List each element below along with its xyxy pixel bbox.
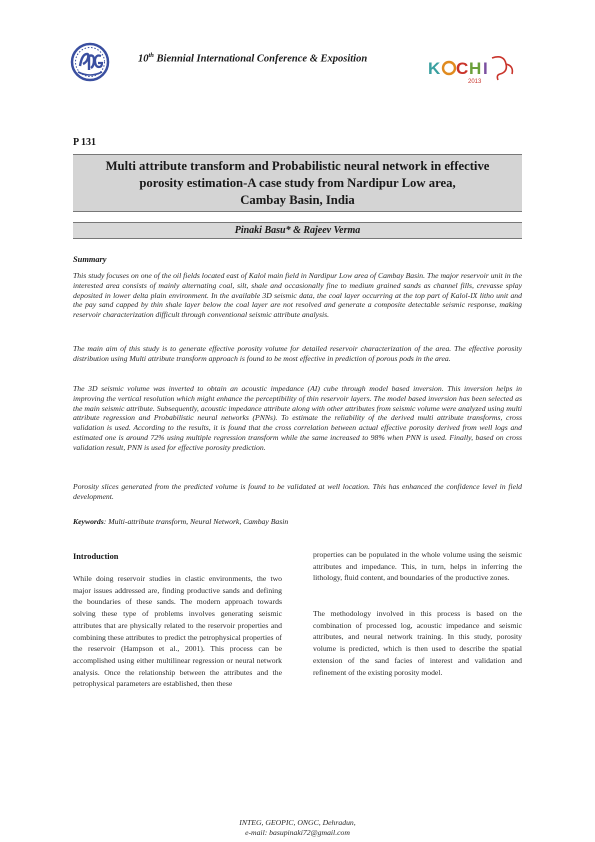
summary-heading: Summary — [73, 255, 107, 264]
keywords — [73, 517, 522, 526]
footer-email: e-mail: basupinaki72@gmail.com — [245, 828, 350, 837]
summary-paragraph-1: This study focuses on one of the oil fields located east of Kalol main field in Nardipur Low area of Cambay Basin. The major reservoir unit in the interested area consists of mainly alternating coal, silt, shale and occasionally fine to medium grained sands as channel fills, crevasse splay deposited in lower delta plain environment. In the available 3D seismic data, the coal layer occurring at the top part of Kalol-IX litho unit and the pay sand capped by thin shale layer below the coal layer are not resolved and generate a composite detectable seismic response, making reservoir characterization difficult through conventional seismic attribute analysis. — [73, 271, 522, 320]
title-line-2: porosity estimation-A case study from Nardipur Low area, — [139, 176, 456, 190]
keywords-list: : Multi-attribute transform, Neural Network, Cambay Basin — [103, 517, 289, 526]
introduction-heading: Introduction — [73, 552, 119, 561]
kochi-2013-logo-icon — [426, 52, 521, 86]
summary-paragraph-4: Porosity slices generated from the predicted volume is found to be validated at well location. This has enhanced the confidence level in field development. — [73, 482, 522, 501]
title-line-1: Multi attribute transform and Probabilistic neural network in effective — [105, 159, 490, 173]
paper-title — [73, 154, 522, 212]
kochi-logo-i: I — [483, 59, 488, 78]
intro-left-column: While doing reservoir studies in clastic environments, the two major issues addressed are, finding productive sands and defining the boundaries of these sands. The modern approach towards solving these type of problems involves generating seismic attributes that are physically related to the reservoir properties and combining these attributes to predict the petrophysical properties of the reservoir (Hampson et al., 2001). This process can be accomplished using either multilinear regression or neural network analysis. Once the relationship between the attributes and the petrophysical parameters are established, then these — [73, 574, 282, 689]
keywords-label: Keywords — [73, 517, 104, 526]
kochi-logo-c: C — [456, 59, 469, 78]
conf-title-rest: Biennial International Conference & Exposition — [153, 53, 368, 65]
page-footer — [0, 818, 595, 838]
seg-logo-icon — [70, 40, 110, 84]
footer-affiliation: INTEG, GEOPIC, ONGC, Dehradun, — [239, 818, 356, 827]
conference-title — [138, 52, 367, 65]
conf-ordinal: 10 — [138, 53, 149, 65]
paper-id: P 131 — [73, 137, 97, 148]
summary-paragraph-2: The main aim of this study is to generate effective porosity volume for detailed reservoir characterization of the area. The effective porosity distribution using Multi attribute transform approach is found to be most effective in prediction of porous pods in the area. — [73, 344, 522, 363]
conf-ordinal-sup: th — [148, 52, 154, 59]
kochi-year: 2013 — [468, 79, 482, 85]
kochi-logo-h: H — [469, 59, 482, 78]
kochi-logo-k: K — [428, 59, 441, 78]
intro-right-paragraph-2: The methodology involved in this process is based on the combination of processed log, acoustic impedance and seismic attributes, and neural network training. In this study, porosity volume is predicted, which is then used to describe the spatial extension of the sand facies of interest and validation and refinement of the existing porosity model. — [313, 609, 522, 677]
title-line-3: Cambay Basin, India — [240, 193, 355, 207]
authors: Pinaki Basu* & Rajeev Verma — [73, 222, 522, 239]
intro-right-paragraph-1: properties can be populated in the whole volume using the seismic attributes and impedance. This, in turn, helps in inferring the lithology, fluid content, and boundaries of the productive zones. — [313, 550, 522, 583]
summary-paragraph-3: The 3D seismic volume was inverted to obtain an acoustic impedance (AI) cube through model based inversion. This inversion helps in improving the vertical resolution which might enhance the perceptibility of thin reservoir layers. The model based inversion has been selected as the main seismic attribute. Subsequently, acoustic impedance attribute along with other attributes from seismic volume were analyzed using multi attribute regression and Probabilistic neural networks (PNNs). To estimate the reliability of the derived multi attribute transforms, cross validation is used. According to the results, it is found that the cross correlation between actual effective porosity derived from well logs and estimated one is around 72% using multiple regression transform while the same increased to 98% when PNN is used. Finally, based on cross validation result, PNN is used for effective porosity prediction. — [73, 384, 522, 452]
page-header — [0, 0, 595, 100]
